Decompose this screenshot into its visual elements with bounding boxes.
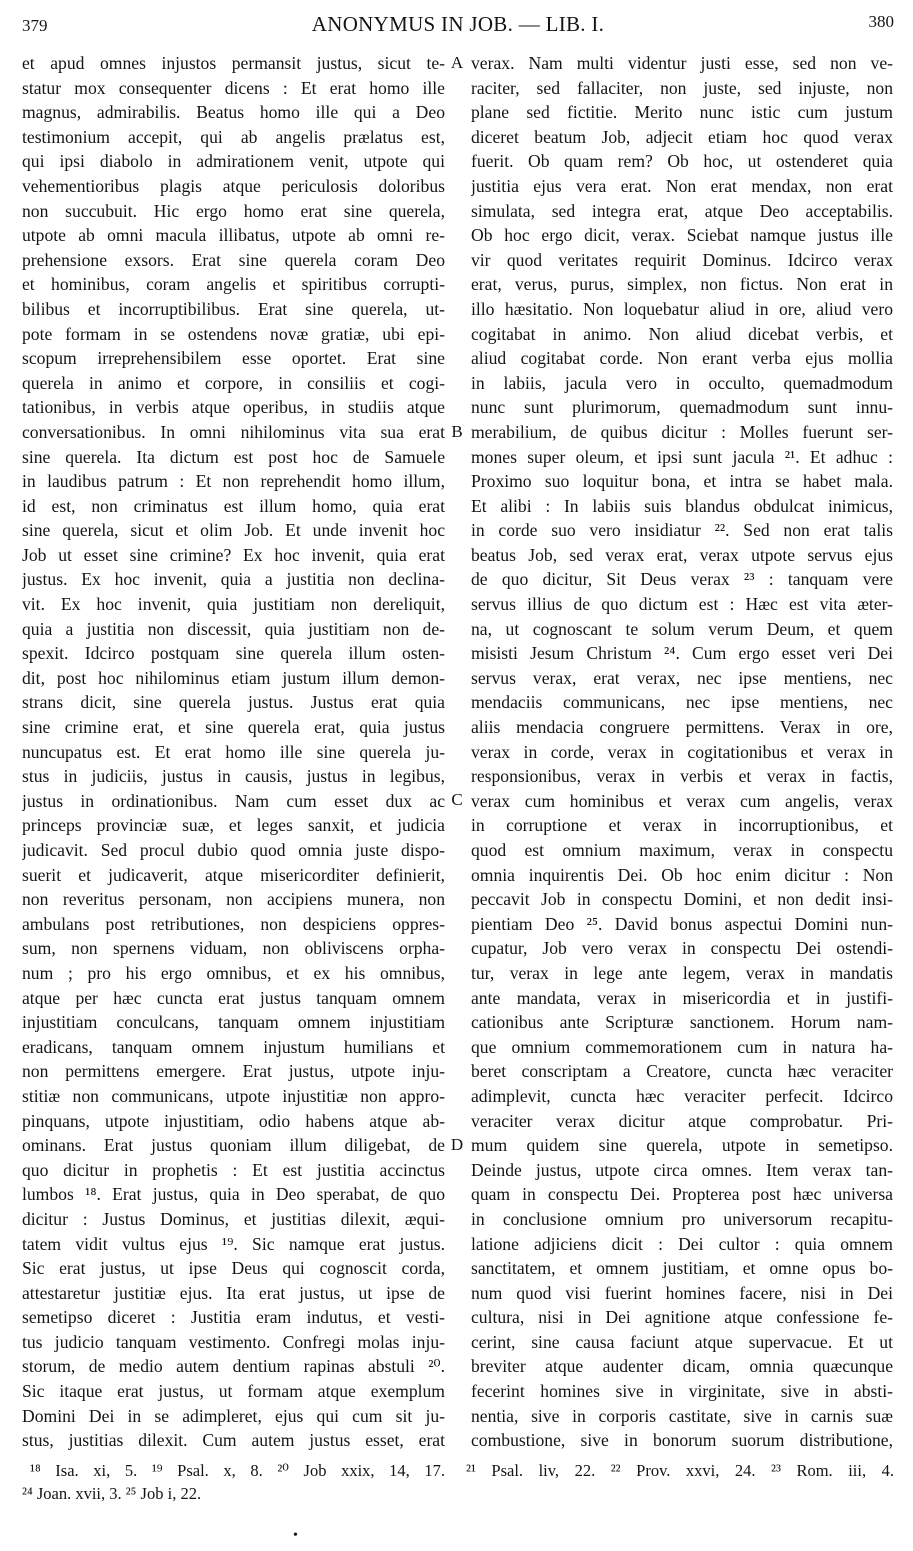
text-line: ambulans post retributiones, non despiciens oppres- <box>22 913 445 934</box>
text-line: tur, verax in lege ante legem, verax in mandatis <box>471 962 893 983</box>
text-line: mones super oleum, et ipsi sunt jacula ²¹. Et adhuc : <box>471 446 893 467</box>
text-line: dit, post hoc nihilominus etiam justum illum demon- <box>22 667 445 688</box>
text-line: sine crimine erat, et sine querela erat, quia justus <box>22 717 445 738</box>
text-line: dicitur : Justus Dominus, et justitias dilexit, æqui- <box>22 1208 445 1229</box>
text-line: adimplevit, cuncta hæc veraciter perfecit. Idcirco <box>471 1085 893 1106</box>
text-line: eradicans, tanquam omnem injustum humilians et <box>22 1036 445 1057</box>
text-line: lumbos ¹⁸. Erat justus, quia in Deo sperabat, de quo <box>22 1184 445 1205</box>
text-line: ominans. Erat justus quoniam illum diligebat, de <box>22 1135 445 1156</box>
text-line: Sic erat justus, ut ipse Deus qui cognoscit corda, <box>22 1258 445 1279</box>
text-line: vehementioribus plagis atque periculosis doloribus <box>22 175 445 196</box>
right-text-column <box>471 51 893 1453</box>
footnote-left-line-2: ²⁴ Joan. xvii, 3. ²⁵ Job i, 22. <box>22 1484 202 1503</box>
running-header <box>22 8 894 40</box>
text-line: semetipso diceret : Justitia eram indutus, et vesti- <box>22 1307 445 1328</box>
text-line: utpote ab omni macula illibatus, utpote ab omni re- <box>22 225 445 246</box>
text-line: que omnium commemorationem cum in natura ha- <box>471 1036 893 1057</box>
text-line: num ; pro his ergo omnibus, et ex his omnibus, <box>22 962 445 983</box>
text-line: Job ut esset sine crimine? Ex hoc invenit, quia erat <box>22 544 445 565</box>
text-line: testimonium accepit, qui ab angelis prælatus est, <box>22 126 445 147</box>
text-line: tationibus, in verbis atque operibus, in studiis atque <box>22 397 445 418</box>
text-line: judicavit. Sed procul dubio quod omnia juste dispo- <box>22 840 445 860</box>
text-line: verax in corde, verax in cogitationibus et verax in <box>471 741 893 762</box>
text-line: justus. Ex hoc invenit, quia a justitia non declina- <box>22 569 445 590</box>
text-line: Ob hoc ergo dicit, verax. Sciebat namque justus ille <box>471 225 893 246</box>
text-line: stus in judiciis, justus in causis, justus in legibus, <box>22 766 445 787</box>
text-line: sine querela. Ita dictum est post hoc de Samuele <box>22 446 445 467</box>
text-line: storum, de medio autem dentium rapinas abstuli ²⁰. <box>22 1356 445 1377</box>
text-line: misisti Jesum Christum ²⁴. Cum ergo esset veri Dei <box>471 643 893 664</box>
text-line: Sic itaque erat justus, ut formam atque exemplum <box>22 1381 445 1402</box>
print-dot: • <box>293 1528 298 1543</box>
text-line: pientiam Deo ²⁵. David bonus aspectui Domini nun- <box>471 913 893 934</box>
text-line: mum quidem sine querela, utpote in semetipso. <box>471 1135 893 1156</box>
text-line: breviter atque audenter dicam, omnia quæcunque <box>471 1356 893 1377</box>
text-line: simulata, sed integra erat, atque Deo acceptabilis. <box>471 200 893 221</box>
text-line: nunc sunt plurimorum, quemadmodum sunt innu- <box>471 397 893 418</box>
text-line: cerint, sine causa faciunt atque supervacue. Et ut <box>471 1331 893 1352</box>
text-line: peccavit Job in conspectu Domini, et non dedit insi- <box>471 889 893 910</box>
text-line: nuncupatus est. Et erat homo ille sine querela ju- <box>22 741 445 762</box>
text-line: fecerint homines sive in virginitate, sive in absti- <box>471 1381 893 1402</box>
text-line: tatem vidit vultus ejus ¹⁹. Sic namque erat justus. <box>22 1233 445 1254</box>
text-line: non permittens emergere. Erat justus, utpote inju- <box>22 1061 445 1082</box>
text-line: cationibus ante Scripturæ sanctionem. Horum nam- <box>471 1012 893 1033</box>
text-line: aliis mendacia congruere permittens. Verax in ore, <box>471 717 893 738</box>
text-line: beret conscriptam a Creatore, cuncta hæc veraciter <box>471 1061 893 1082</box>
margin-marker-d: D <box>450 1135 464 1154</box>
text-line: fuerit. Ob quam rem? Ob hoc, ut ostenderet quia <box>471 151 893 172</box>
text-line: pinquans, utpote injustitiam, odio habens atque ab- <box>22 1110 445 1131</box>
footnote-left-line-1: ¹⁸ Isa. xi, 5. ¹⁹ Psal. x, 8. ²⁰ Job xxix, 14, 17. <box>30 1461 445 1480</box>
text-line: atque per hæc cuncta erat justus tanquam omnem <box>22 987 445 1008</box>
text-line: illo hæsitatio. Non loquebatur aliud in ore, aliud vero <box>471 298 893 319</box>
text-line: Domini Dei in se adimpleret, ejus qui cum sit ju- <box>22 1405 445 1426</box>
text-line: beatus Job, sed verax erat, verax utpote servus ejus <box>471 544 893 565</box>
text-line: in corruptione et verax in incorruptionibus, et <box>471 815 893 836</box>
text-line: scopum irreprehensibilem esse oportet. Erat sine <box>22 348 445 369</box>
text-line: na, ut cognoscant te solum verum Deum, et quem <box>471 618 893 639</box>
text-line: servus verax, erat verax, nec ipse mentiens, nec <box>471 667 893 688</box>
text-line: sine querela, sicut et olim Job. Et unde invenit hoc <box>22 520 445 541</box>
text-line: plane sed fictitie. Merito nunc istic cum justum <box>471 102 893 123</box>
text-line: justus in ordinationibus. Nam cum esset dux ac <box>22 790 445 811</box>
text-line: bilibus et incorruptibilibus. Erat sine querela, ut- <box>22 298 445 319</box>
text-line: quo dicitur in prophetis : Et est justitia accinctus <box>22 1159 445 1180</box>
margin-marker-c: C <box>451 790 463 809</box>
text-line: cupatur, Job vero verax in conspectu Dei ostendi- <box>471 938 893 959</box>
text-line: id est, non criminatus est illum homo, quia erat <box>22 495 445 516</box>
text-line: stus, justitias dilexit. Cum autem justus esset, erat <box>22 1430 445 1451</box>
margin-marker-a: A <box>450 53 464 72</box>
text-line: Et alibi : In labiis suis blandus obdulcat inimicus, <box>471 495 893 516</box>
text-line: erat, verus, purus, simplex, non fictus. Non erat in <box>471 274 893 295</box>
text-line: combustione, sive in bonorum suorum distributione, <box>471 1430 893 1451</box>
text-line: responsionibus, verax in verbis et verax in factis, <box>471 766 893 787</box>
text-line: strans dicit, sine querela justus. Justus erat quia <box>22 692 445 713</box>
text-line: in laudibus patrum : Et non reprehendit homo illum, <box>22 471 445 492</box>
text-line: statur mox consequenter dicens : Et erat homo ille <box>22 77 445 98</box>
text-line: qui ipsi diabolo in admirationem venit, utpote qui <box>22 151 445 172</box>
text-line: magnus, admirabilis. Beatus homo ille qui a Deo <box>22 102 445 123</box>
text-line: quod est omnium maximum, verax in conspectu <box>471 840 893 860</box>
text-line: in conclusione omnium pro universorum recapitu- <box>471 1208 893 1229</box>
text-line: conversationibus. In omni nihilominus vita sua erat <box>22 421 445 442</box>
text-line: servus illius de quo dictum est : Hæc est vita æter- <box>471 594 893 615</box>
text-line: cultura, nisi in Dei agnitione atque confessione fe- <box>471 1307 893 1328</box>
text-line: raciter, sed fallaciter, non juste, sed injuste, non <box>471 77 893 98</box>
text-line: non reveritus personam, non accipiens munera, non <box>22 889 445 910</box>
text-line: verax cum hominibus et verax cum angelis, verax <box>471 790 893 811</box>
text-line: sanctitatem, et omnem justitiam, et omne opus bo- <box>471 1258 893 1279</box>
text-line: tus judicio tanquam vestimento. Confregi molas inju- <box>22 1331 445 1352</box>
text-line: spexit. Idcirco postquam sine querela illum osten- <box>22 643 445 664</box>
text-line: et apud omnes injustos permansit justus, sicut te- <box>22 53 445 73</box>
text-line: prehensione exsors. Erat sine querela coram Deo <box>22 249 445 270</box>
text-line: in corde suo vero insidiatur ²². Sed non erat talis <box>471 520 893 541</box>
text-line: merabilium, de quibus dicitur : Molles fuerunt ser- <box>471 421 893 442</box>
text-line: sum, non spernens viduam, non obliviscens orpha- <box>22 938 445 959</box>
text-line: Deinde justus, utpote circa omnes. Item verax tan- <box>471 1159 893 1180</box>
text-line: princeps provinciæ suæ, et leges sanxit, et judicia <box>22 815 445 836</box>
text-line: de quo dicitur, Sit Deus verax ²³ : tanquam vere <box>471 569 893 590</box>
text-line: num quod visi fuerint homines facere, nisi in Dei <box>471 1282 893 1303</box>
text-line: nentia, sive in corporis castitate, sive in carnis suæ <box>471 1405 893 1426</box>
text-line: attestaretur justitiæ ejus. Ita erat justus, ut ipse de <box>22 1282 445 1303</box>
text-line: vit. Ex hoc invenit, quia justitiam non dereliquit, <box>22 594 445 615</box>
text-line: omnia inquirentis Dei. Ob hoc enim dicitur : Non <box>471 864 893 885</box>
text-line: non succubuit. Hic ergo homo erat sine querela, <box>22 200 445 221</box>
text-line: et hominibus, coram angelis et spiritibus corrupti- <box>22 274 445 295</box>
text-line: pote formam in se ostendens novæ gratiæ, ubi epi- <box>22 323 445 344</box>
page-number-left: 379 <box>22 16 48 35</box>
text-line: aliud cogitabat corde. Non erant verba ejus mollia <box>471 348 893 369</box>
text-line: justitia ejus vera erat. Non erat mendax, non erat <box>471 175 893 196</box>
text-line: stitiæ non communicans, utpote injustitiæ non appro- <box>22 1085 445 1106</box>
text-line: Proximo suo loquitur bona, et intra se habet mala. <box>471 471 893 492</box>
text-line: diceret beatum Job, adjecit etiam hoc quod verax <box>471 126 893 147</box>
text-line: ante mandata, verax in misericordia et in justifi- <box>471 987 893 1008</box>
text-line: veraciter verax dicitur atque comprobatur. Pri- <box>471 1110 893 1131</box>
text-line: mendaciis communicans, nec ipse mentiens, nec <box>471 692 893 713</box>
text-line: latione adjiciens dicit : Dei cultor : quia omnem <box>471 1233 893 1254</box>
text-line: suerit et judicaverit, atque misericorditer definierit, <box>22 864 445 885</box>
text-line: quam in conspectu Dei. Propterea post hæc universa <box>471 1184 893 1205</box>
text-line: injustitiam conculcans, tanquam omnem injustitiam <box>22 1012 445 1033</box>
footnote-right-line-1: ²¹ Psal. liv, 22. ²² Prov. xxvi, 24. ²³ Rom. iii, 4. <box>466 1461 894 1480</box>
text-line: quia a justitia non discessit, quia justitiam non de- <box>22 618 445 639</box>
running-title: ANONYMUS IN JOB. — LIB. I. <box>311 12 605 36</box>
margin-marker-b: B <box>451 422 463 441</box>
text-line: in labiis, jacula vero in occulto, quemadmodum <box>471 372 893 393</box>
text-line: cogitabat in animo. Non aliud dicebat verbis, et <box>471 323 893 344</box>
left-text-column <box>22 51 445 1453</box>
text-line: verax. Nam multi videntur justi esse, sed non ve- <box>471 53 893 73</box>
text-line: vir quod veritates requirit Dominus. Idcirco verax <box>471 249 893 270</box>
page-number-right: 380 <box>868 12 894 31</box>
text-line: querela in animo et corpore, in consiliis et cogi- <box>22 372 445 393</box>
